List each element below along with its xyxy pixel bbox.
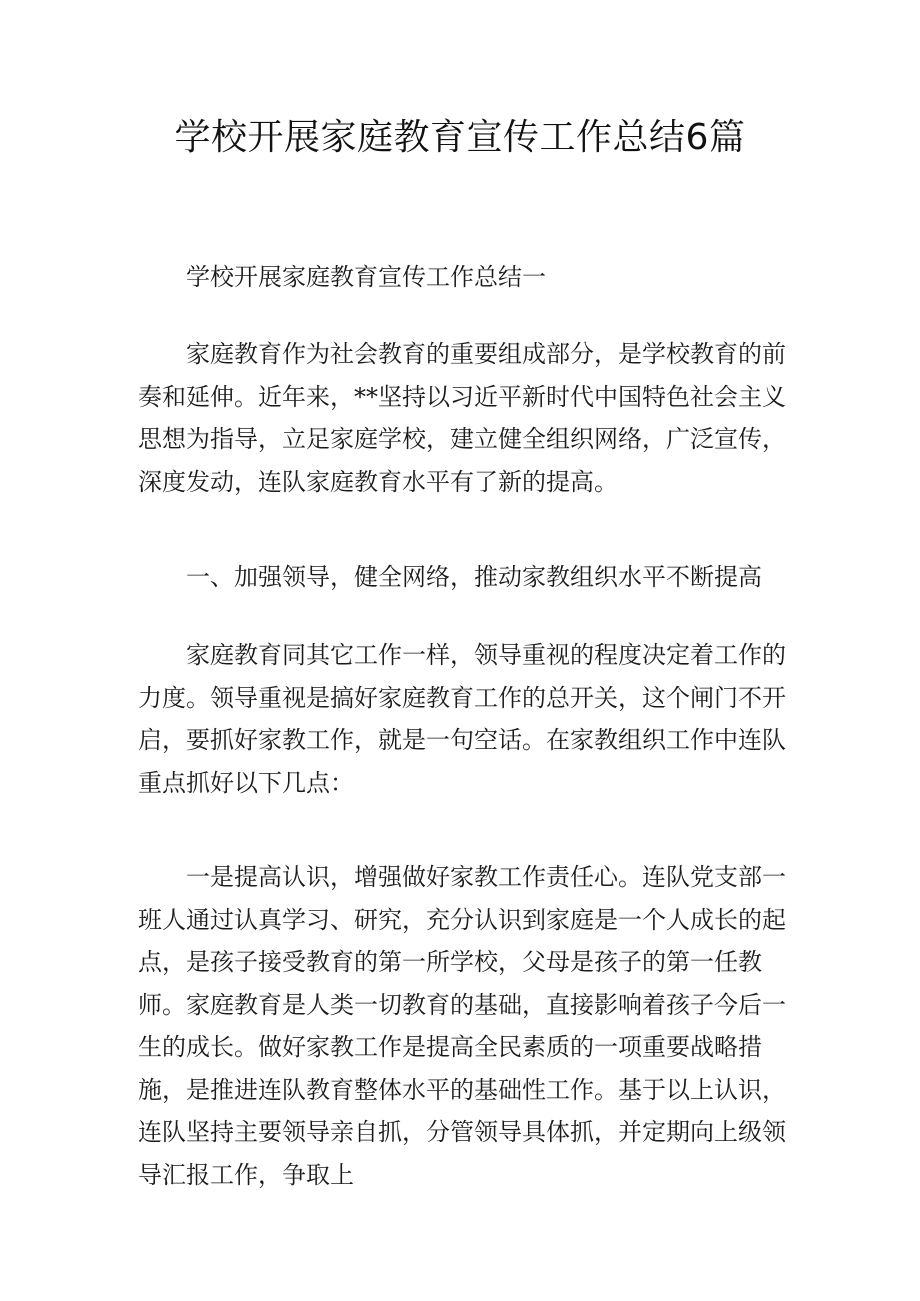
intro-paragraph: 家庭教育作为社会教育的重要组成部分，是学校教育的前奏和延伸。近年来，**坚持以习近平新时代中国特色社会主义思想为指导，立足家庭学校，建立健全组织网络，广泛宣传，深度发动，连队家庭教育水平有了新的提高。 [138,340,786,496]
section-heading: 一、加强领导，健全网络，推动家教组织水平不断提高 [186,563,762,591]
body-paragraph: 家庭教育同其它工作一样，领导重视的程度决定着工作的力度。领导重视是搞好家庭教育工作的总开关，这个闸门不开启，要抓好家教工作，就是一句空话。在家教组织工作中连队重点抓好以下几点： [138,641,786,797]
section-subtitle: 学校开展家庭教育宣传工作总结一 [186,263,546,291]
body-paragraph: 一是提高认识，增强做好家教工作责任心。连队党支部一班人通过认真学习、研究，充分认识到家庭是一个人成长的起点，是孩子接受教育的第一所学校，父母是孩子的第一任教师。家庭教育是人类一切教育的基础，直接影响着孩子今后一生的成长。做好家教工作是提高全民素质的一项重要战略措施，是推进连队教育整体水平的基础性工作。基于以上认识，连队坚持主要领导亲自抓，分管领导具体抓，并定期向上级领导汇报工作，争取上 [138,863,786,1189]
document-title: 学校开展家庭教育宣传工作总结6篇 [174,117,746,158]
